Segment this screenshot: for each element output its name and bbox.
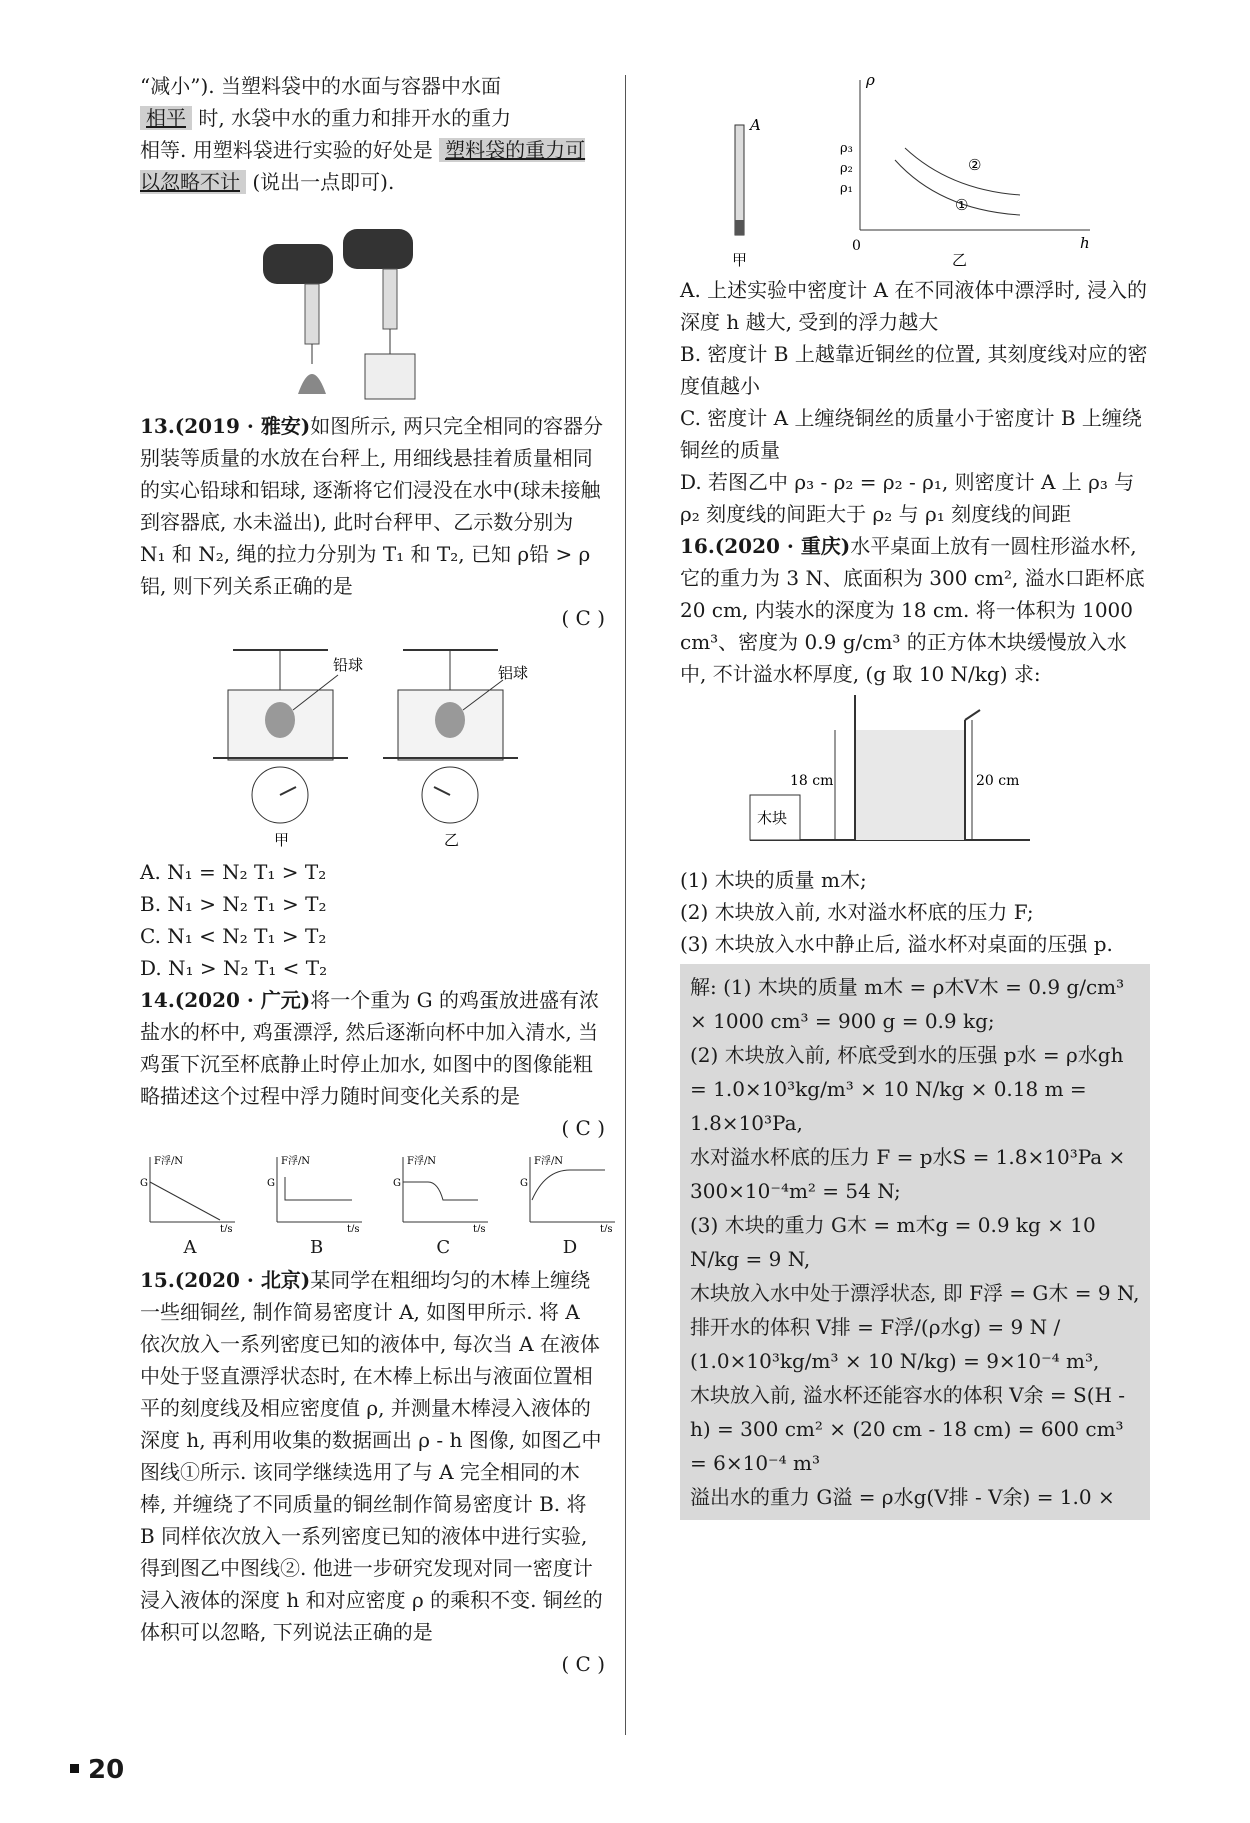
svg-text:G: G [140, 1178, 148, 1189]
label-18cm: 18 cm [790, 773, 834, 789]
q13-option-d: D. N₁ > N₂ T₁ < T₂ [140, 956, 328, 980]
graph-a-label: A [183, 1237, 197, 1258]
lead-ball [265, 702, 295, 738]
question-14: 14.(2020 · 广元)将一个重为 G 的鸡蛋放进盛有浓盐水的杯中, 鸡蛋漂浮, 然后逐渐向杯中加入清水, 当鸡蛋下沉至杯底静止时停止加水, 如图中的图像能粗略描述这个过程中浮力随时间变化关系的是 [140, 988, 599, 1108]
svg-text:G: G [266, 1178, 275, 1189]
solution-line: 木块放入水中处于漂浮状态, 即 F浮 = G木 = 9 N, [690, 1281, 1140, 1305]
graph-a [140, 1152, 240, 1258]
water-bag [298, 374, 326, 394]
q13-option-c: C. N₁ < N₂ T₁ > T₂ [140, 924, 327, 948]
buoyancy-graphs [140, 1152, 620, 1258]
hand-right [343, 229, 413, 269]
label-yi-15: 乙 [952, 251, 968, 269]
solution-line: 水对溢水杯底的压力 F = p水S = 1.8×10³Pa × 300×10⁻⁴m² = 54 N; [690, 1145, 1126, 1203]
svg-text:h: h [1080, 234, 1090, 252]
hand-left [263, 244, 333, 284]
left-column [140, 70, 613, 1680]
overflow-spout [965, 710, 980, 720]
question-13: 13.(2019 · 雅安)如图所示, 两只完全相同的容器分别装等质量的水放在台秤上, 用细线悬挂着质量相同的实心铅球和铝球, 逐渐将它们浸没在水中(球未接触到容器底, 水未溢出), 此时台秤甲、乙示数分别为 N₁ 和 N₂, 绳的拉力分别为 T₁ 和 T₂, 已知 ρ铅 > ρ铝, 则下列关系正确的是 [140, 414, 603, 598]
q13-option-a: A. N₁ = N₂ T₁ > T₂ [140, 860, 327, 884]
solution-line: 木块放入前, 溢水杯还能容水的体积 V余 = S(H - h) = 300 cm² × (20 cm - 18 cm) = 600 cm³ = 6×10⁻⁴ m³ [690, 1383, 1126, 1475]
graph-d [520, 1152, 620, 1258]
q15-option-d: D. 若图乙中 ρ₃ - ρ₂ = ρ₂ - ρ₁, 则密度计 A 上 ρ₃ 与 ρ₂ 刻度线的间距大于 ρ₂ 与 ρ₁ 刻度线的间距 [680, 470, 1135, 526]
svg-text:ρ₂: ρ₂ [840, 161, 853, 176]
svg-text:t/s: t/s [473, 1224, 486, 1232]
question-15: 15.(2020 · 北京)某同学在粗细均匀的木棒上缠绕一些细铜丝, 制作简易密度计 A, 如图甲所示. 将 A 依次放入一系列密度已知的液体中, 每次当 A 在液体中处于竖直漂浮状态时, 在木棒上标出与液面位置相平的刻度线及相应密度值 ρ, 并测量木棒浸入液体的深度 h, 再利用收集的数据画出 ρ - h 图像, 如图乙中图线①所示. 该同学继续选用了与 A 完全相同的木棒, 并缠绕了不同质量的铜丝制作简易密度计 B. 将 B 同样依次放入一系列密度已知的液体中进行实验, 得到图乙中图线②. 他进一步研究发现对同一密度计浸入液体的深度 h 和对应密度 ρ 的乘积不变. 铜丝的体积可以忽略, 下列说法正确的是 [140, 1268, 603, 1644]
label-yi: 乙 [443, 831, 459, 849]
svg-text:F浮/N: F浮/N [407, 1156, 437, 1167]
graph-c-label: C [436, 1237, 451, 1258]
aluminium-ball [435, 702, 465, 738]
svg-text:②: ② [968, 156, 982, 174]
graph-c [393, 1152, 493, 1258]
overflow-cup-figure [710, 690, 1110, 860]
svg-text:t/s: t/s [346, 1224, 360, 1232]
label-lead-ball: 铅球 [332, 656, 363, 674]
page-number: 20 [88, 1755, 125, 1785]
svg-text:ρ: ρ [866, 71, 875, 89]
q16-part-3: (3) 木块放入水中静止后, 溢水杯对桌面的压强 p. [680, 932, 1113, 956]
label-jia: 甲 [273, 831, 289, 849]
svg-text:①: ① [955, 196, 969, 214]
svg-text:G: G [519, 1178, 528, 1189]
curve-2 [905, 148, 1020, 195]
answer-13: ( C ) [561, 606, 605, 630]
water [855, 730, 965, 840]
solution-line: 溢出水的重力 G溢 = ρ水g(V排 - V余) = 1.0 × [690, 1485, 1115, 1509]
q15-option-a: A. 上述实验中密度计 A 在不同液体中漂浮时, 浸入的深度 h 越大, 受到的浮力越大 [680, 278, 1148, 334]
label-aluminium-ball: 铝球 [497, 664, 528, 682]
label-jia-15: 甲 [732, 251, 748, 269]
svg-text:ρ₁: ρ₁ [840, 181, 853, 196]
label-20cm: 20 cm [976, 773, 1020, 789]
q15-option-b: B. 密度计 B 上越靠近铜丝的位置, 其刻度线对应的密度值越小 [680, 342, 1148, 398]
blank-answer-2: 塑料袋的重力可以忽略不计 [140, 138, 586, 194]
q16-solution [680, 964, 1150, 1520]
label-wood-block: 木块 [757, 809, 788, 827]
graph-b [267, 1152, 367, 1258]
column-divider [625, 75, 626, 1735]
hydrometer-a [735, 125, 744, 235]
right-column [680, 70, 1150, 1520]
intro-text: “减小”). 当塑料袋中的水面与容器中水面 相平 时, 水袋中水的重力和排开水的重力 相等. 用塑料袋进行实验的好处是 塑料袋的重力可以忽略不计 (说出一点即可). [140, 74, 586, 194]
scales-figure [208, 640, 538, 850]
svg-text:t/s: t/s [220, 1224, 233, 1232]
label-a: A [750, 116, 761, 134]
q16-part-2: (2) 木块放入前, 水对溢水杯底的压力 F; [680, 900, 1034, 924]
svg-text:ρ₃: ρ₃ [840, 141, 853, 156]
q16-part-1: (1) 木块的质量 m木; [680, 868, 867, 892]
graph-d-label: D [562, 1237, 578, 1258]
answer-14: ( C ) [561, 1116, 605, 1140]
page-marker [70, 1764, 79, 1773]
svg-text:t/s: t/s [599, 1224, 613, 1232]
spring-scale-left [305, 284, 319, 344]
spring-scale-right [383, 269, 397, 329]
spring-scale-illustration [253, 204, 493, 404]
answer-15: ( C ) [561, 1652, 605, 1676]
solution-line: (2) 木块放入前, 杯底受到水的压强 p水 = ρ水gh = 1.0×10³kg/m³ × 10 N/kg × 0.18 m = 1.8×10³Pa, [690, 1043, 1124, 1135]
svg-text:0: 0 [852, 238, 861, 254]
question-16: 16.(2020 · 重庆)水平桌面上放有一圆柱形溢水杯, 它的重力为 3 N、底面积为 300 cm², 溢水口距杯底 20 cm, 内装水的深度为 18 cm. 将一体积为 1000 cm³、密度为 0.9 g/cm³ 的正方体木块缓慢放入水中, 不计溢水杯厚度, (g 取 10 N/kg) 求: [680, 534, 1145, 686]
svg-text:F浮/N: F浮/N [280, 1156, 310, 1167]
svg-text:G: G [393, 1178, 402, 1189]
q15-option-c: C. 密度计 A 上缠绕铜丝的质量小于密度计 B 上缠绕铜丝的质量 [680, 406, 1142, 462]
beaker [365, 354, 415, 399]
solution-line: 排开水的体积 V排 = F浮/(ρ水g) = 9 N / (1.0×10³kg/m³ × 10 N/kg) = 9×10⁻⁴ m³, [690, 1315, 1100, 1373]
svg-text:F浮/N: F浮/N [154, 1156, 184, 1167]
solution-line: (3) 木块的重力 G木 = m木g = 0.9 kg × 10 N/kg = 9 N, [690, 1213, 1096, 1271]
graph-b-label: B [310, 1237, 324, 1258]
svg-text:F浮/N: F浮/N [533, 1156, 564, 1167]
hydrometer-figure [680, 70, 1150, 270]
blank-answer-1: 相平 [140, 106, 192, 130]
solution-line: 解: (1) 木块的质量 m木 = ρ木V木 = 0.9 g/cm³ × 1000 cm³ = 900 g = 0.9 kg; [690, 975, 1125, 1033]
q13-option-b: B. N₁ > N₂ T₁ > T₂ [140, 892, 327, 916]
